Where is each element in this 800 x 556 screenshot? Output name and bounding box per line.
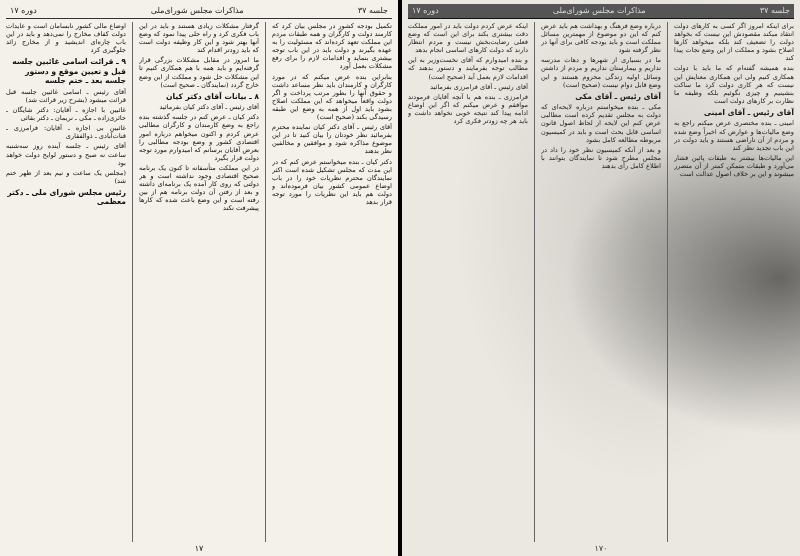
column-divider: [534, 22, 535, 542]
column-left: [408, 22, 528, 542]
header-session: جلسه ۳۷: [357, 6, 388, 15]
section-heading: ۸ ـ بیانات آقای دکتر کیان: [166, 91, 259, 101]
column-middle: [541, 22, 661, 542]
paragraph: اینکه عرض کردم دولت باید در امور مملکت دقت بیشتری بکند برای این است که وضع فعلی رضایت‌بخش نیست و مردم انتظار دارند که دولت کارهای اساسی انجام بدهد: [408, 22, 528, 55]
text-columns: [6, 22, 392, 542]
page-number: ۱۷۰: [594, 544, 608, 553]
column-left: [6, 22, 126, 542]
section-heading: ۹ ـ قرائت اسامی غائبین جلسه قبل و تعیین موقع و دستور جلسه بعد ـ ختم جلسه: [12, 57, 126, 86]
column-divider: [265, 22, 266, 542]
column-right: [674, 22, 794, 542]
paragraph: برای اینکه امروز اگر کسی به کارهای دولت انتقاد میکند مقصودش این نیست که بخواهد دولت را تضعیف کند بلکه میخواهد کارها اصلاح بشود و مملکت از این وضع نجات پیدا کند: [674, 22, 794, 63]
paragraph: گرفتار مشکلات زیادی هستند و باید در این باب فکری کرد و راه حلی پیدا نمود که وضع آنها بهتر شود و این کار وظیفه دولت است که باید زودتر اقدام کند: [139, 22, 259, 55]
paragraph: (مجلس یک ساعت و نیم بعد از ظهر ختم شد): [6, 168, 126, 185]
header-term: دوره ۱۷: [412, 6, 439, 15]
text-columns: [408, 22, 794, 542]
paragraph: ما امروز در مقابل مشکلات بزرگی قرار گرفته‌ایم و باید همه با هم همکاری کنیم تا این مشکلات حل شود و مملکت از این وضع خارج گردد (نمایندگان ـ صحیح است): [139, 56, 259, 89]
paragraph: دکتر کیان ـ بنده میخواستم عرض کنم که در این مدت که مجلس تشکیل شده است اکثر نمایندگان محترم نظریات خود را در باب اوضاع عمومی کشور بیان فرموده‌اند و دولت هم باید این نظریات را مورد توجه قرار بدهد: [272, 157, 392, 206]
paragraph: این مالیات‌ها بیشتر به طبقات پائین فشار می‌آورد و طبقات متمکن کمتر از آن متضرر میشوند و این بر خلاف اصول عدالت است: [674, 153, 794, 178]
right-page: [402, 0, 800, 556]
paragraph: آقای رئیس ـ آقای دکتر کیان نماینده محترم بفرمائید نظر خودتان را بیان کنید تا در این موضوع مذاکره شود و موافقین و مخالفین نظر بدهند: [272, 123, 392, 156]
paragraph: آقای رئیس ـ آقای دکتر کیان بفرمائید: [159, 103, 259, 112]
paragraph: تکمیل بودجه‌ کشور در مجلس بیان کرد که کارمند دولت و کارگران و همه طبقات مردم این مملکت تعهد کرده‌اند که مسئولیت را به عهده بگیرند و دولت باید در این باب توجه بیشتری بنماید و اقدامات لازم را برای رفع مشکلات بعمل آورد: [272, 22, 392, 71]
paragraph: فرامرزی ـ بنده هم با آنچه آقایان فرمودند موافقم و عرض میکنم که اگر این اوضاع ادامه پیدا کند نتیجه خوبی نخواهد داشت و باید هر چه زودتر فکری کرد: [408, 92, 528, 126]
paragraph: آقای رئیس ـ آقای فرامرزی بفرمائید: [430, 82, 528, 91]
column-right: [272, 22, 392, 542]
paragraph: و بنده امیدوارم که آقای نخست‌وزیر به این مطالب توجه بفرمایند و دستور بدهند که اقدامات لازم بعمل آید (صحیح است): [408, 56, 528, 81]
paragraph: اوضاع مالی کشور نابسامان است و عایدات دولت کفاف مخارج را نمی‌دهد و باید در این باب چاره‌ای اندیشید و از مخارج زائد جلوگیری کرد: [6, 22, 126, 55]
paragraph: آقای رئیس ـ اسامی غائبین جلسه قبل قرائت میشود (بشرح زیر قرائت شد): [6, 87, 126, 104]
header-title: مذاکرات مجلس شورای‌ملی: [552, 6, 646, 15]
header-session: جلسه ۳۷: [759, 6, 790, 15]
page-header: [6, 4, 392, 19]
section-heading: آقای رئیس ـ آقای مکی: [575, 91, 661, 101]
paragraph: در این مملکت متأسفانه تا کنون یک برنامه صحیح اقتصادی وجود نداشته است و هر دولتی که روی کار آمده یک برنامه‌ای داشته و بعد از رفتن آن دولت برنامه هم از بین رفته است و این وضع باعث شده که کارها پیشرفت نکند: [139, 163, 259, 213]
column-divider: [667, 22, 668, 542]
paragraph: غائبین بی اجازه ـ آقایان: فرامرزی ـ قنات‌آبادی ـ ذوالفقاری: [6, 124, 126, 141]
paragraph: امینی ـ بنده مختصری عرض میکنم راجع به وضع مالیات‌ها و عوارض که اخیراً وضع شده و مردم از آن ناراضی هستند و باید دولت در این باب تجدید نظر کند: [674, 119, 794, 152]
header-term: دوره ۱۷: [10, 6, 37, 15]
paragraph: ما در بسیاری از شهرها و دهات مدرسه نداریم و بیمارستان نداریم و مردم از داشتن وسائل اولیه زندگی محروم هستند و این وضع قابل دوام نیست (صحیح است): [541, 56, 661, 89]
header-title: مذاکرات مجلس شورای‌ملی: [150, 6, 244, 15]
left-page: [0, 0, 398, 556]
paragraph: بنابراین بنده عرض میکنم که در مورد کارگران و کارمندان باید نظر مساعد داشت و حقوق آنها را بطور مرتب پرداخت و اگر دولت واقعاً میخواهد که این مملکت اصلاح بشود باید اول از همه به وضع این طبقه رسیدگی بکند (صحیح است): [272, 72, 392, 122]
signature: رئیس مجلس شورای ملی ـ دکتر معظمی: [7, 187, 126, 207]
paragraph: مکی ـ بنده میخواستم درباره لایحه‌ای که دولت به مجلس تقدیم کرده است مطالبی عرض کنم این لایحه از لحاظ اصول قانون اساسی قابل بحث است و باید در کمیسیون مربوطه مطالعه کامل بشود: [541, 103, 661, 144]
section-heading: آقای رئیس ـ آقای امینی: [703, 107, 794, 117]
column-middle: [139, 22, 259, 542]
paragraph: و بعد از آنکه کمیسیون نظر خود را داد در مجلس مطرح شود تا نمایندگان بتوانند با اطلاع کامل رأی بدهند: [541, 145, 661, 170]
column-divider: [132, 22, 133, 542]
page-number: ۱۷: [194, 544, 204, 553]
paragraph: بنده همیشه گفته‌ام که ما باید با دولت همکاری کنیم ولی این همکاری معنایش این نیست که هر کاری دولت کرد ما ساکت بنشینیم و چیزی نگوئیم بلکه وظیفه ما نظارت بر کارهای دولت است: [674, 64, 794, 105]
page-header: [408, 4, 794, 19]
paragraph: درباره وضع فرهنگ و بهداشت هم باید عرض کنم که این دو موضوع از مهمترین مسائل مملکت است و باید بودجه کافی برای آنها در نظر گرفته شود: [541, 22, 661, 55]
paragraph: آقای رئیس ـ جلسه آینده روز سه‌شنبه ساعت نه صبح و دستور لوایح دولت خواهد بود: [6, 142, 126, 167]
paragraph: غائبین با اجازه ـ آقایان: دکتر شایگان ـ حائری‌زاده ـ مکی ـ نریمان ـ دکتر بقائی: [6, 106, 126, 123]
paragraph: دکتر کیان ـ عرض کنم در جلسه گذشته بنده راجع به وضع کارمندان و کارگران مطالبی عرض کردم و اکنون میخواهم درباره امور اقتصادی کشور و وضع بودجه مطالبی را بعرض آقایان برسانم که امیدوارم مورد توجه دولت قرار بگیرد: [139, 113, 259, 162]
